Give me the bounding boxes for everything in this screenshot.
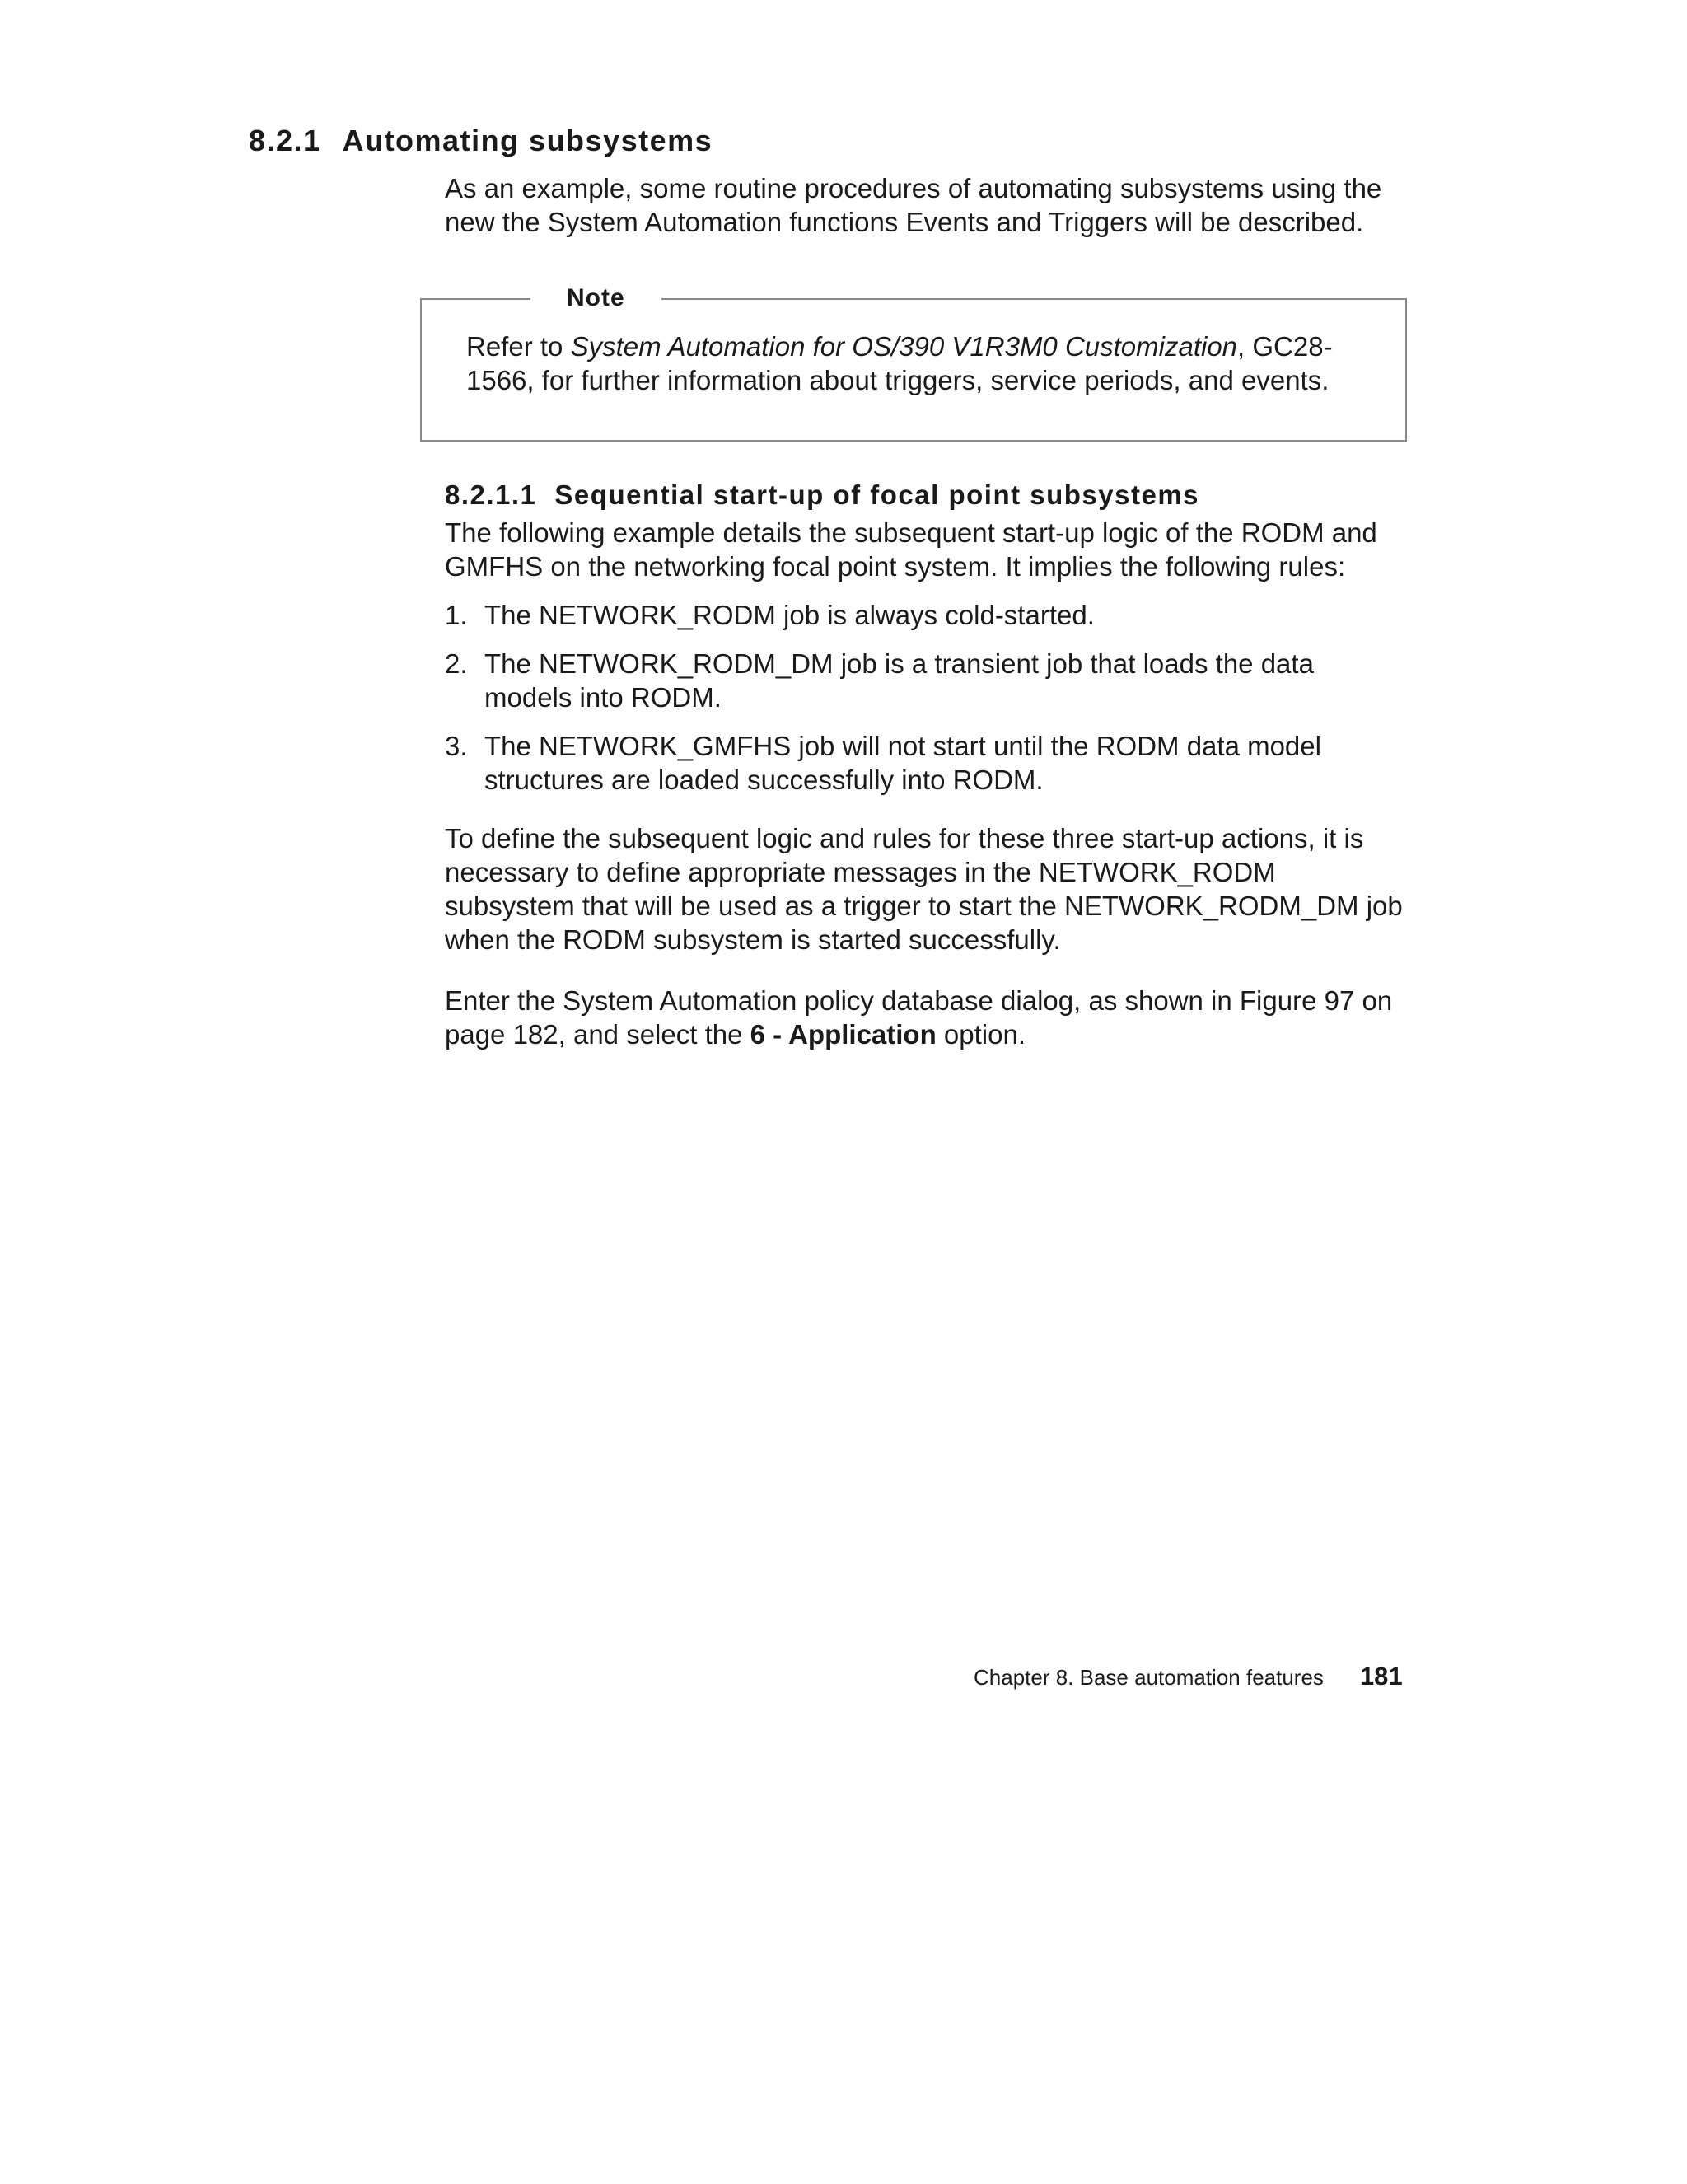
application-option-text: 6 - Application <box>750 1019 937 1050</box>
paragraph-3-before: Enter the System Automation policy database dialog, as shown in Figure 97 on page 182, and select the <box>445 985 1393 1050</box>
section-title: Automating subsystems <box>342 124 713 157</box>
note-text-after: , GC28-1566, for further information about triggers, service periods, and events. <box>466 331 1333 395</box>
page-number: 181 <box>1359 1662 1403 1691</box>
note-text-before: Refer to <box>466 331 571 362</box>
list-item-marker: 3. <box>445 731 468 761</box>
list-item <box>445 729 1409 797</box>
list-item-marker: 2. <box>445 648 468 679</box>
section-heading <box>249 124 713 158</box>
subsection-heading <box>445 479 1199 511</box>
list-item <box>445 647 1409 714</box>
note-text <box>466 330 1389 397</box>
subsection-number: 8.2.1.1 <box>445 479 537 510</box>
subsection-paragraph-2: To define the subsequent logic and rules for these three start-up actions, it is necessary to define appropriate messages in the NETWORK_RODM subsystem that will be used as a trigger to start the NETWORK_RODM_DM job when the RODM subsystem is started successfully. <box>445 823 1403 955</box>
note-label: Note <box>530 282 661 315</box>
list-item-marker: 1. <box>445 600 468 630</box>
subsection-title: Sequential start-up of focal point subsystems <box>554 479 1200 510</box>
rules-list <box>445 598 1409 811</box>
list-item <box>445 598 1409 632</box>
list-item-text: The NETWORK_GMFHS job will not start until the RODM data model structures are loaded successfully into RODM. <box>484 731 1321 795</box>
section-number: 8.2.1 <box>249 124 321 157</box>
subsection-paragraph-3 <box>445 984 1409 1051</box>
section-intro-paragraph: As an example, some routine procedures of automating subsystems using the new the System Automation functions Events and Triggers will be described. <box>445 173 1382 237</box>
note-box <box>420 284 1407 442</box>
paragraph-3-after: option. <box>936 1019 1026 1050</box>
note-book-title: System Automation for OS/390 V1R3M0 Customization <box>570 331 1238 362</box>
subsection-paragraph-1: The following example details the subsequent start-up logic of the RODM and GMFHS on the networking focal point system. It implies the following rules: <box>445 517 1377 582</box>
list-item-text: The NETWORK_RODM_DM job is a transient job that loads the data models into RODM. <box>484 648 1314 713</box>
list-item-text: The NETWORK_RODM job is always cold-started. <box>484 600 1095 630</box>
page-footer <box>974 1662 1403 1691</box>
footer-chapter-title: Chapter 8. Base automation features <box>974 1665 1324 1690</box>
